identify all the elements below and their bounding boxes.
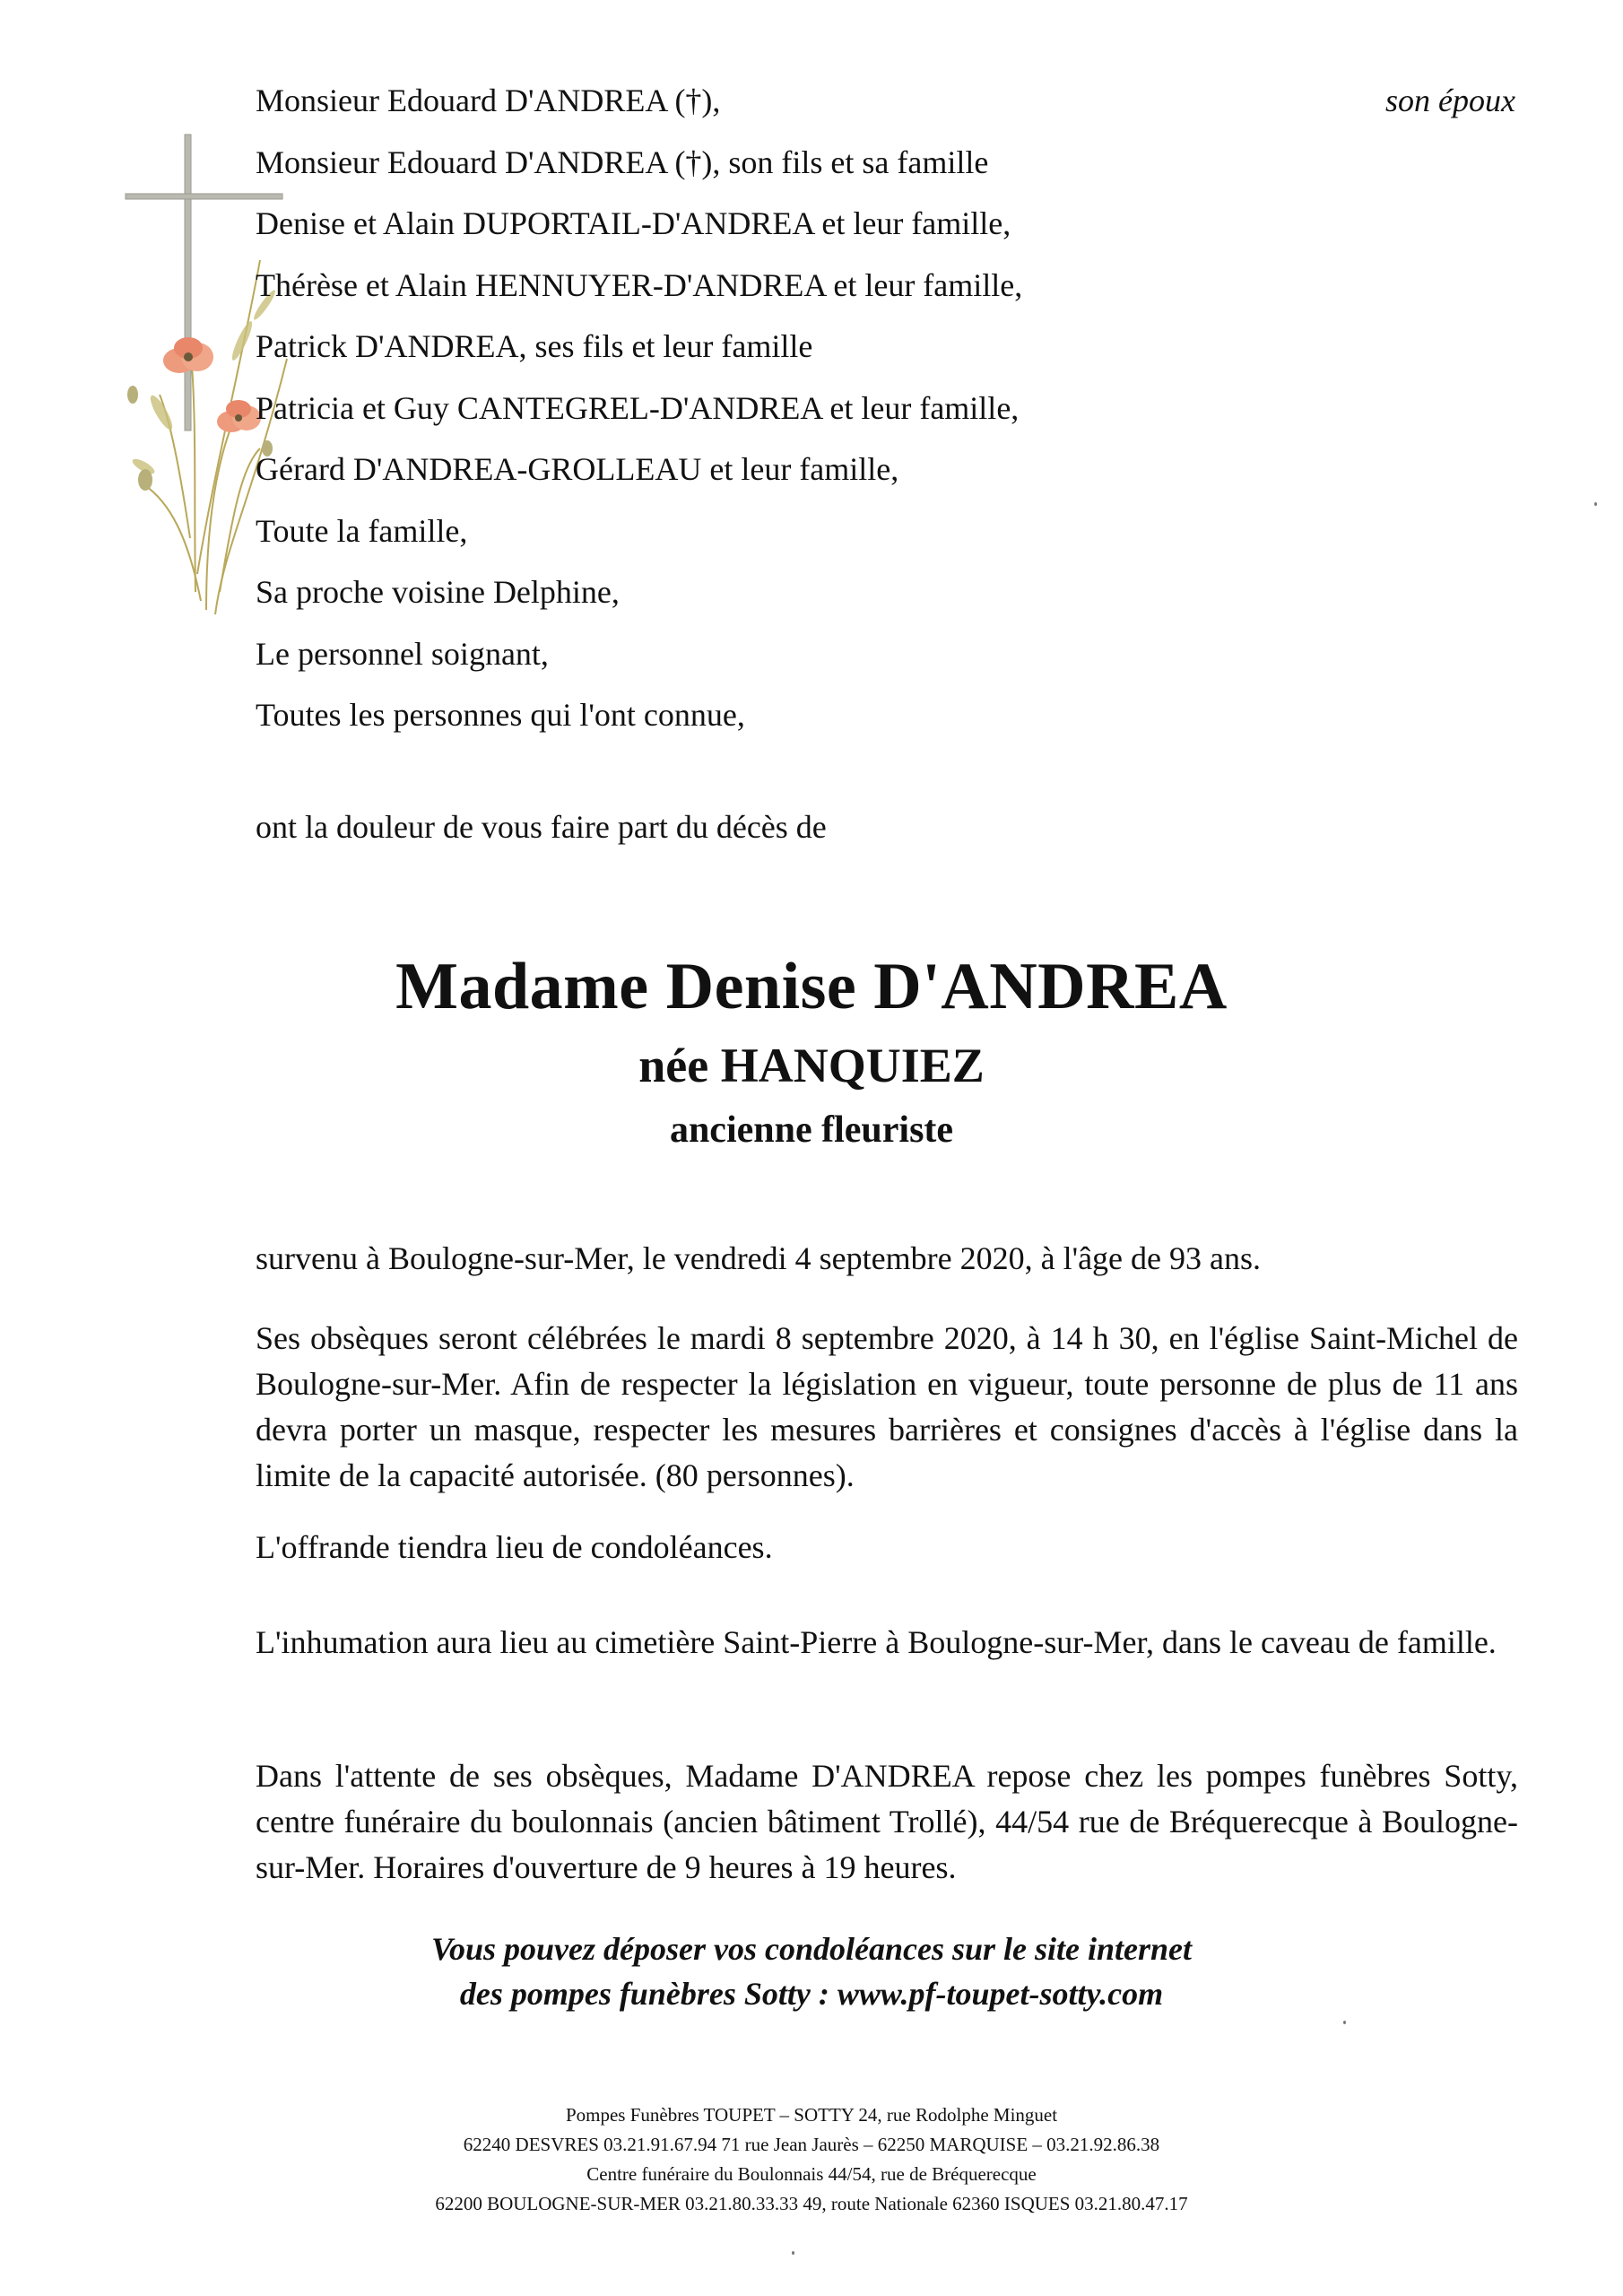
- mourner-line: Patricia et Guy CANTEGREL-D'ANDREA et leur famille,: [256, 389, 1020, 426]
- deceased-name: Madame Denise D'ANDREA: [395, 950, 1228, 1023]
- death-paragraph: survenu à Boulogne-sur-Mer, le vendredi 4 septembre 2020, à l'âge de 93 ans.: [256, 1240, 1261, 1276]
- mourner-line: Monsieur Edouard D'ANDREA (†),: [256, 83, 721, 118]
- footer-line: Centre funéraire du Boulonnais 44/54, rue de Bréquerecque: [586, 2163, 1037, 2185]
- mourner-line: Le personnel soignant,: [256, 635, 549, 672]
- funeral-paragraph: Ses obsèques seront célébrées le mardi 8 septembre 2020, à 14 h 30, en l'église Saint-Michel de Boulogne-sur-Mer. Afin de respecter la législation en vigueur, toute personne de plus de 11 ans devra porter un masque, respecter les mesures barrières et consignes d'accès à l'église dans la limite de la capacité autorisée. (80 personnes).: [256, 1320, 1518, 1493]
- rest-paragraph: Dans l'attente de ses obsèques, Madame D'ANDREA repose chez les pompes funèbres Sotty, centre funéraire du boulonnais (ancien bâtiment Trollé), 44/54 rue de Bréquerecque à Boulogne-sur-Mer. Horaires d'ouverture de 9 heures à 19 heures.: [256, 1758, 1518, 1885]
- mourner-line: Thérèse et Alain HENNUYER-D'ANDREA et leur famille,: [256, 266, 1023, 303]
- deceased-occupation: ancienne fleuriste: [669, 1109, 954, 1151]
- footer-line: 62200 BOULOGNE-SUR-MER 03.21.80.33.33 49, route Nationale 62360 ISQUES 03.21.80.47.17: [435, 2193, 1188, 2214]
- mourner-line: Patrick D'ANDREA, ses fils et leur famille: [256, 328, 813, 364]
- condolences-line: Vous pouvez déposer vos condoléances sur le site internet: [430, 1931, 1192, 1967]
- offering-paragraph: L'offrande tiendra lieu de condoléances.: [256, 1529, 773, 1565]
- funeral-home-footer: [0, 2100, 1623, 2219]
- condolences-notice: [0, 1926, 1623, 2016]
- scan-speck: [792, 2251, 794, 2255]
- footer-line: Pompes Funèbres TOUPET – SOTTY 24, rue Rodolphe Minguet: [565, 2104, 1058, 2126]
- poppy-icon: [163, 337, 213, 373]
- burial-paragraph: L'inhumation aura lieu au cimetière Saint-Pierre à Boulogne-sur-Mer, dans le caveau de famille.: [256, 1624, 1497, 1660]
- mourner-line: Toutes les personnes qui l'ont connue,: [256, 697, 745, 733]
- relation-note: son époux: [1385, 83, 1515, 118]
- mourner-line: Denise et Alain DUPORTAIL-D'ANDREA et leur famille,: [256, 205, 1011, 241]
- poppy-icon: [217, 400, 261, 432]
- bud-icon: [127, 386, 273, 491]
- mourners-list: [256, 70, 1529, 746]
- condolences-line: des pompes funèbres Sotty : www.pf-toupet-sotty.com: [459, 1976, 1164, 2012]
- announcement-intro: ont la douleur de vous faire part du décès de: [256, 809, 827, 845]
- scan-speck: [1594, 502, 1597, 506]
- footer-line: 62240 DESVRES 03.21.91.67.94 71 rue Jean Jaurès – 62250 MARQUISE – 03.21.92.86.38: [463, 2134, 1160, 2155]
- mourner-line: Monsieur Edouard D'ANDREA (†), son fils et sa famille: [256, 144, 989, 180]
- mourner-line: Toute la famille,: [256, 512, 468, 549]
- deceased-birth-name: née HANQUIEZ: [638, 1039, 985, 1092]
- mourner-line: Gérard D'ANDREA-GROLLEAU et leur famille,: [256, 451, 899, 487]
- mourner-line: Sa proche voisine Delphine,: [256, 574, 620, 610]
- scan-speck: [1343, 2021, 1346, 2024]
